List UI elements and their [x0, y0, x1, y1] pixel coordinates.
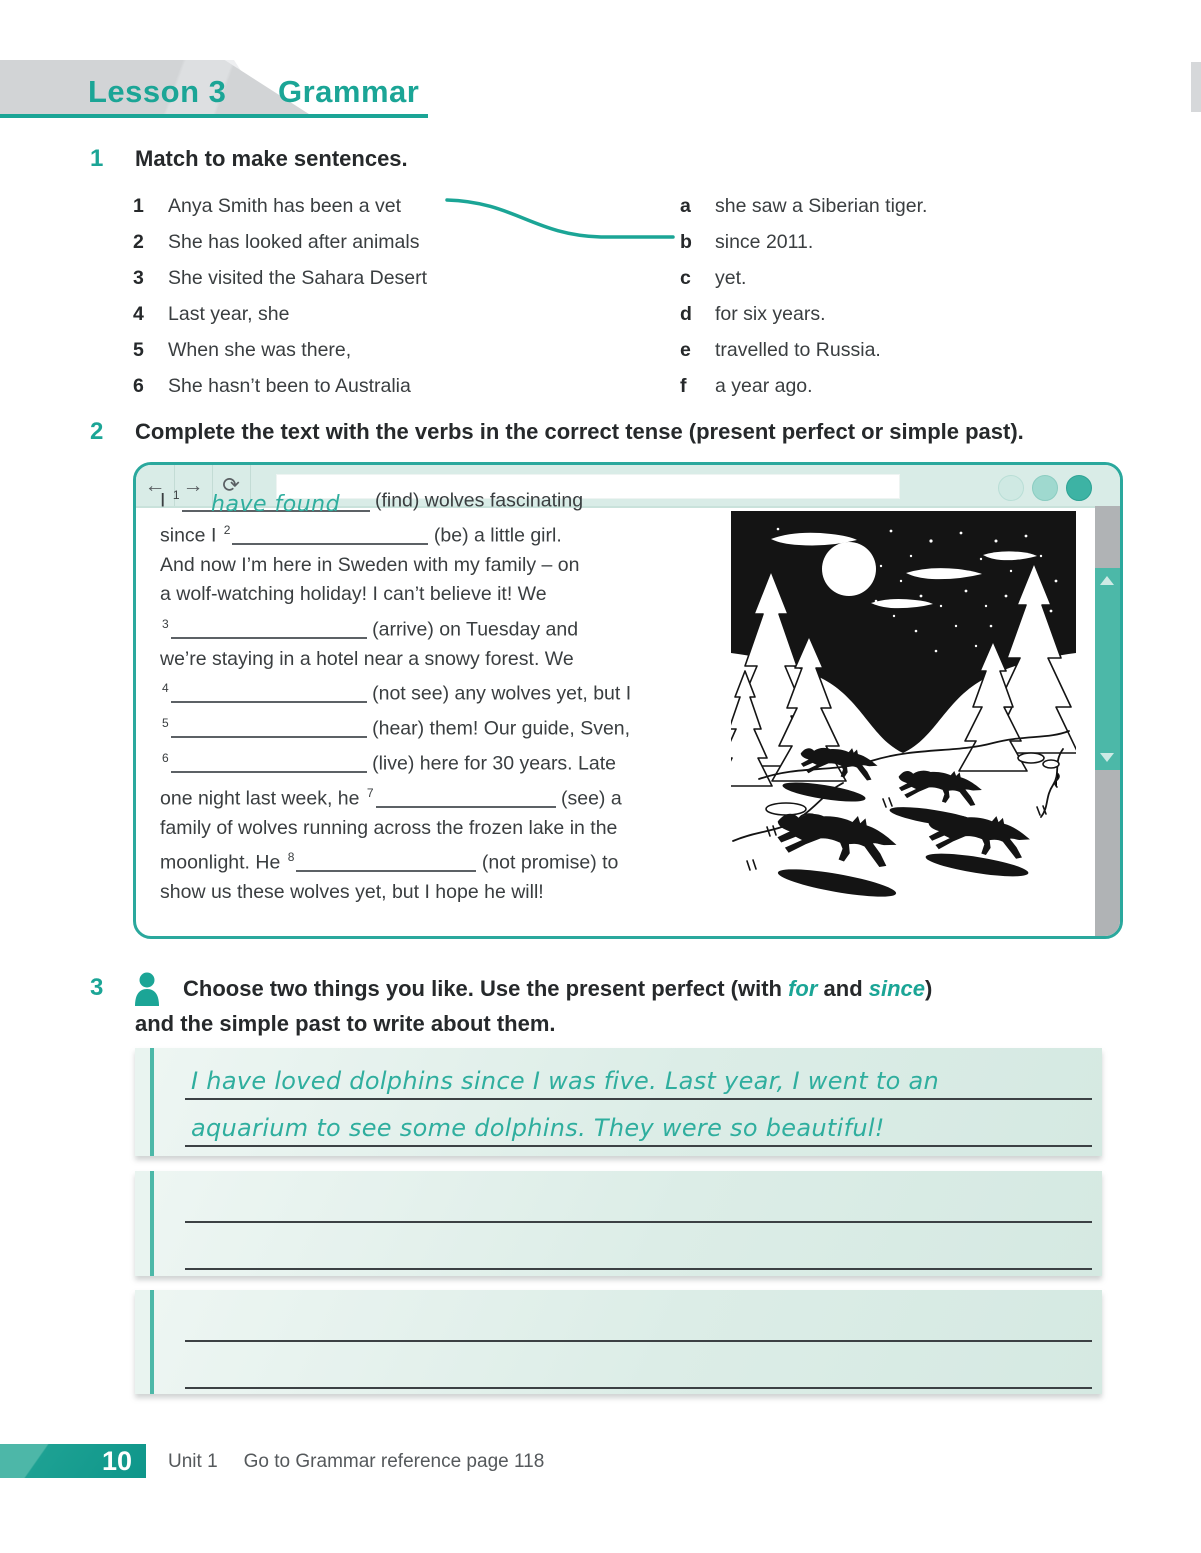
browser-window — [133, 462, 1123, 939]
match-item-number: 6 — [133, 374, 144, 397]
blank-number: 4 — [162, 680, 169, 695]
verb-blank-4[interactable] — [171, 681, 367, 703]
exercise3-title-line1 — [183, 976, 932, 1002]
passage-line: we’re staying in a hotel near a snowy forest. We — [160, 647, 574, 670]
match-item-letter: e — [680, 338, 691, 361]
title-text: and — [817, 976, 869, 1001]
blank-number: 8 — [287, 849, 295, 864]
panel-margin-bar — [150, 1290, 154, 1394]
verb-blank-5[interactable] — [171, 716, 367, 738]
exercise2-title: Complete the text with the verbs in the correct tense (present perfect or simple past). — [135, 419, 1024, 444]
match-item-number: 2 — [133, 230, 144, 253]
panel-margin — [135, 1048, 150, 1156]
passage-line: $^3$ (arrive) on Tuesday and — [162, 616, 579, 641]
passage-line: moonlight. He $^8$ (not promise) to — [160, 849, 619, 874]
handwritten-answer: have found — [211, 491, 341, 517]
moon — [822, 542, 876, 596]
match-item-number: 3 — [133, 266, 144, 289]
match-left-item[interactable] — [133, 260, 427, 296]
match-item-text: travelled to Russia. — [715, 338, 881, 361]
writing-panel-1[interactable] — [135, 1048, 1102, 1156]
writing-line[interactable] — [185, 1145, 1092, 1147]
writing-line[interactable] — [185, 1268, 1092, 1270]
match-item-number: 1 — [133, 194, 144, 217]
verb-blank-6[interactable] — [171, 751, 367, 773]
match-left-item[interactable] — [133, 188, 427, 224]
blank-number: 5 — [162, 715, 169, 730]
match-item-letter: d — [680, 302, 692, 325]
match-item-number: 5 — [133, 338, 144, 361]
match-item-letter: f — [680, 374, 687, 397]
passage-line: I $^1$ have found (find) wolves fascinating — [160, 488, 584, 517]
lesson-subject: Grammar — [278, 74, 420, 109]
footer-reference — [168, 1451, 544, 1473]
scrollbar-thumb[interactable] — [1095, 568, 1120, 770]
footer-grammar-reference: Go to Grammar reference page 118 — [243, 1451, 545, 1472]
handwritten-example-text: aquarium to see some dolphins. They were so beautiful! — [191, 1114, 885, 1142]
writing-line[interactable] — [185, 1387, 1092, 1389]
passage-line: $^5$ (hear) them! Our guide, Sven, — [162, 715, 631, 740]
match-item-letter: c — [680, 266, 691, 289]
blank-number: 3 — [162, 616, 169, 631]
writing-panel-2[interactable] — [135, 1171, 1102, 1276]
passage-line: family of wolves running across the frozen lake in the — [160, 816, 618, 839]
panel-margin-bar — [150, 1171, 154, 1276]
page-number-banner — [0, 1444, 146, 1478]
match-left-item[interactable] — [133, 296, 427, 332]
passage-line: one night last week, he $^7$ (see) a — [160, 785, 622, 810]
scroll-down-icon[interactable] — [1100, 753, 1114, 762]
match-right-item[interactable] — [680, 332, 927, 368]
match-item-text: she saw a Siberian tiger. — [715, 194, 928, 217]
match-left-item[interactable] — [133, 368, 427, 404]
match-left-item[interactable] — [133, 224, 427, 260]
window-button-close[interactable] — [1066, 475, 1092, 501]
page-number: 10 — [101, 1445, 132, 1476]
passage-line: $^4$ (not see) any wolves yet, but I — [162, 680, 632, 705]
blank-number: 1 — [172, 488, 180, 502]
panel-margin — [135, 1290, 150, 1394]
footer-unit: Unit 1 — [168, 1451, 218, 1472]
match-item-text: since 2011. — [715, 230, 814, 253]
writing-line[interactable] — [185, 1098, 1092, 1100]
writing-panel-3[interactable] — [135, 1290, 1102, 1394]
match-right-item[interactable] — [680, 296, 927, 332]
exercise2-number: 2 — [90, 418, 104, 445]
blank-number: 6 — [162, 750, 169, 765]
passage-line: show us these wolves yet, but I hope he will! — [160, 880, 544, 903]
writing-line[interactable] — [185, 1340, 1092, 1342]
back-icon[interactable]: ← — [136, 465, 175, 506]
window-button-maximize[interactable] — [1032, 475, 1058, 501]
title-text: Choose two things you like. Use the present perfect (with — [183, 976, 789, 1001]
window-button-minimize[interactable] — [998, 475, 1024, 501]
match-item-text: Last year, she — [168, 302, 290, 325]
match-right-item[interactable] — [680, 188, 927, 224]
match-item-text: a year ago. — [715, 374, 813, 397]
verb-blank-3[interactable] — [171, 617, 367, 639]
exercise1-number: 1 — [90, 145, 104, 172]
verb-blank-7[interactable] — [376, 786, 556, 808]
verb-blank-8[interactable] — [296, 850, 476, 872]
match-right-item[interactable] — [680, 260, 927, 296]
passage-line: since I $^2$ (be) a little girl. — [160, 522, 562, 547]
lesson-label: Lesson 3 — [88, 74, 227, 109]
verb-blank-2[interactable] — [232, 523, 428, 545]
match-item-text: yet. — [715, 266, 747, 289]
header-underline — [0, 114, 428, 118]
accent-word: for — [788, 976, 818, 1001]
panel-margin-bar — [150, 1048, 154, 1156]
match-item-text: She visited the Sahara Desert — [168, 266, 428, 289]
match-item-number: 4 — [133, 302, 144, 325]
match-right-item[interactable] — [680, 368, 927, 404]
match-item-text: She hasn’t been to Australia — [168, 374, 411, 397]
person-icon — [133, 972, 161, 1006]
page-edge-tab — [1191, 62, 1201, 112]
reload-icon[interactable]: ⟳ — [212, 465, 251, 506]
match-left-item[interactable] — [133, 332, 427, 368]
accent-word: since — [868, 976, 926, 1001]
exercise3-number: 3 — [90, 974, 104, 1001]
blank-number: 7 — [366, 785, 374, 800]
passage-line: $^6$ (live) here for 30 years. Late — [162, 750, 616, 775]
match-left-column — [133, 188, 427, 404]
match-item-letter: b — [680, 230, 692, 253]
wolves-illustration — [731, 511, 1076, 923]
gap-fill-passage — [160, 481, 735, 907]
match-connector-line — [443, 189, 681, 251]
title-text: ) — [925, 976, 933, 1001]
verb-blank-1[interactable] — [182, 490, 370, 517]
scroll-up-icon[interactable] — [1100, 576, 1114, 585]
exercise1-title: Match to make sentences. — [135, 146, 408, 171]
writing-line[interactable] — [185, 1221, 1092, 1223]
passage-line: a wolf-watching holiday! I can’t believe it! We — [160, 583, 547, 606]
match-right-item[interactable] — [680, 224, 927, 260]
blank-number: 2 — [223, 522, 231, 537]
match-right-column — [680, 188, 927, 404]
passage-line: And now I’m here in Sweden with my family – on — [160, 553, 580, 576]
match-item-text: She has looked after animals — [168, 230, 420, 253]
scrollbar-track[interactable] — [1095, 506, 1120, 936]
forward-icon[interactable]: → — [174, 465, 213, 506]
panel-margin — [135, 1171, 150, 1276]
handwritten-example-text: I have loved dolphins since I was five. Last year, I went to an — [191, 1067, 940, 1095]
exercise3-title-line2: and the simple past to write about them. — [135, 1011, 556, 1036]
match-item-letter: a — [680, 194, 691, 217]
match-item-text: Anya Smith has been a vet — [168, 194, 402, 217]
match-item-text: When she was there, — [168, 338, 352, 361]
match-item-text: for six years. — [715, 302, 826, 325]
